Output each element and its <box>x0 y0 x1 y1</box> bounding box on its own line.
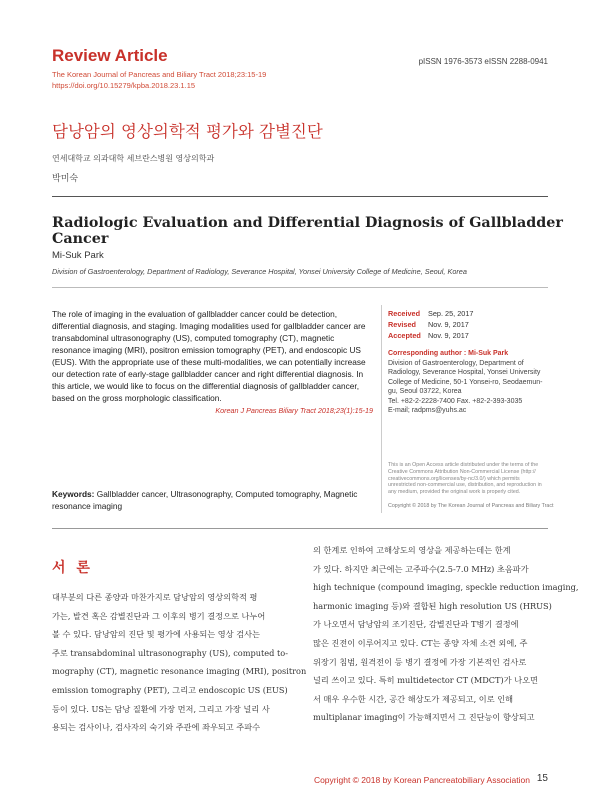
keywords-list: Gallbladder cancer, Ultrasonography, Computed tomography, Magnetic resonance imaging <box>52 489 358 511</box>
license-line: This is an Open Access article distributed under the terms of the <box>388 462 539 468</box>
body-line: 용되는 검사이나, 검사자의 숙기와 주관에 좌우되고 주파수 <box>52 722 261 733</box>
corr-line: Radiology, Severance Hospital, Yonsei University <box>388 369 541 376</box>
body-line: 위장기 침범, 원격전이 등 병기 결정에 가장 기본적인 검사로 <box>313 656 527 667</box>
body-line: 의 한계로 인하여 고해상도의 영상을 제공하는데는 한계 <box>313 545 511 555</box>
abstract-text: The role of imaging in the evaluation of gallbladder cancer could be detection, differential diagnosis, and staging. Imaging modalities used for gallbladder cancer are transabdominal ultrasonography (US), computed tomography (CT), magnetic resonance imaging (MRI), positron emission tomography (PET), and endoscopic US (EUS). With the appropriate use of these multi-modalities, we can potentially increase our detection rate of early-stage gallbladder cancer and right differential diagnosis. In this article, we would like to focus on the differential diagnosis of gallbladder cancer, based on the gross morphologic classification. <box>52 309 366 403</box>
journal-copyright: Copyright © 2018 by The Korean Journal of Pancreas and Biliary Tract <box>388 503 554 509</box>
revised-label: Revised <box>388 320 416 329</box>
body-line: 가 있다. 하지만 최근에는 고주파수(2.5-7.0 MHz) 초음파가 <box>313 563 529 574</box>
page-number: 15 <box>536 773 548 784</box>
doi-link[interactable]: https://doi.org/10.15279/kpba.2018.23.1.15 <box>52 81 196 90</box>
body-column-right <box>313 541 579 727</box>
accepted-date: Nov. 9, 2017 <box>428 331 469 340</box>
article-type-label: Review Article <box>52 46 168 65</box>
body-line: 등이 있다. US는 담낭 질환에 가장 먼저, 그리고 가장 널리 사 <box>52 703 270 714</box>
received-label: Received <box>388 309 421 318</box>
keywords <box>52 488 377 512</box>
body-line: 널리 쓰이고 있다. 특히 multidetector CT (MDCT)가 나오면 <box>313 675 538 686</box>
corr-line: Tel. +82-2-2228-7400 Fax. +82-2-393-3035 <box>388 397 523 405</box>
corresponding-author-box <box>388 349 548 416</box>
license-text <box>388 462 553 496</box>
corr-line: gu, Seoul 03722, Korea <box>388 388 462 395</box>
body-line: 가 나오면서 담낭암의 조기진단, 감별진단과 T병기 결정에 <box>313 619 519 630</box>
body-line: mography (CT), magnetic resonance imaging (MRI), positron <box>52 666 307 677</box>
body-line: 볼 수 있다. 담낭암의 진단 및 평가에 사용되는 영상 검사는 <box>52 629 260 640</box>
journal-citation: The Korean Journal of Pancreas and Biliary Tract 2018;23:15-19 <box>52 70 267 79</box>
body-line: 많은 진전이 이루어지고 있다. CT는 종양 자체 소견 외에, 주 <box>313 637 528 648</box>
body-line: 주로 transabdominal ultrasonography (US), computed to- <box>52 647 288 658</box>
article-dates <box>388 308 473 341</box>
korean-title: 담낭암의 영상의학적 평가와 감별진단 <box>52 122 323 141</box>
corresponding-author-label: Corresponding author : Mi-Suk Park <box>388 350 509 357</box>
english-author: Mi-Suk Park <box>52 250 104 261</box>
issn: pISSN 1976-3573 eISSN 2288-0941 <box>418 57 548 66</box>
korean-author: 박미숙 <box>52 174 79 184</box>
keywords-label: Keywords: <box>52 489 95 499</box>
corr-line: Division of Gastroenterology, Department of <box>388 359 524 367</box>
body-line: emission tomography (PET), 그리고 endoscopic US (EUS) <box>52 684 288 695</box>
abstract-citation: Korean J Pancreas Biliary Tract 2018;23(1):15-19 <box>215 406 373 415</box>
english-title: Radiologic Evaluation and Differential Diagnosis of Gallbladder Cancer <box>52 215 563 247</box>
received-date: Sep. 25, 2017 <box>428 309 474 318</box>
body-line: high technique (compound imaging, speckle reduction imaging, <box>313 582 579 593</box>
body-line: multiplanar imaging이 가능해지면서 그 진단능이 향상되고 <box>313 712 535 723</box>
corr-email[interactable]: E-mail; radpms@yuhs.ac <box>388 407 467 414</box>
body-line: 대부분의 다른 종양과 마찬가지로 담낭암의 영상의학적 평 <box>52 592 258 602</box>
footer-copyright: Copyright © 2018 by Korean Pancreatobiliary Association <box>313 775 530 785</box>
body-line: harmonic imaging 등)와 결합된 high resolution US (HRUS) <box>313 600 552 611</box>
section-heading: 서 론 <box>52 560 93 576</box>
license-line: any medium, provided the original work is properly cited. <box>388 489 521 496</box>
license-line: creativecommons.org/licenses/by-nc/3.0/) which permits <box>388 475 520 482</box>
revised-date: Nov. 9, 2017 <box>428 320 469 329</box>
body-column-left <box>52 588 307 737</box>
corr-line: College of Medicine, 50-1 Yonsei-ro, Seodaemun- <box>388 378 543 386</box>
body-line: 서 매우 우수한 시간, 공간 해상도가 제공되고, 이로 인해 <box>313 693 514 704</box>
license-line: Creative Commons Attribution Non-Commercial License (http:// <box>388 468 536 475</box>
accepted-label: Accepted <box>388 331 421 340</box>
korean-affiliation: 연세대학교 의과대학 세브란스병원 영상의학과 <box>52 154 215 163</box>
body-line: 가는, 발견 혹은 감별진단과 그 이후의 병기 결정으로 나누어 <box>52 610 266 621</box>
divider <box>52 528 548 529</box>
divider <box>52 287 548 288</box>
column-divider <box>381 305 382 513</box>
divider <box>52 196 548 197</box>
license-line: unrestricted non-commercial use, distribution, and reproduction in <box>388 482 542 489</box>
english-affiliation: Division of Gastroenterology, Department of Radiology, Severance Hospital, Yonsei University College of Medicine, Seoul, Korea <box>52 267 467 276</box>
